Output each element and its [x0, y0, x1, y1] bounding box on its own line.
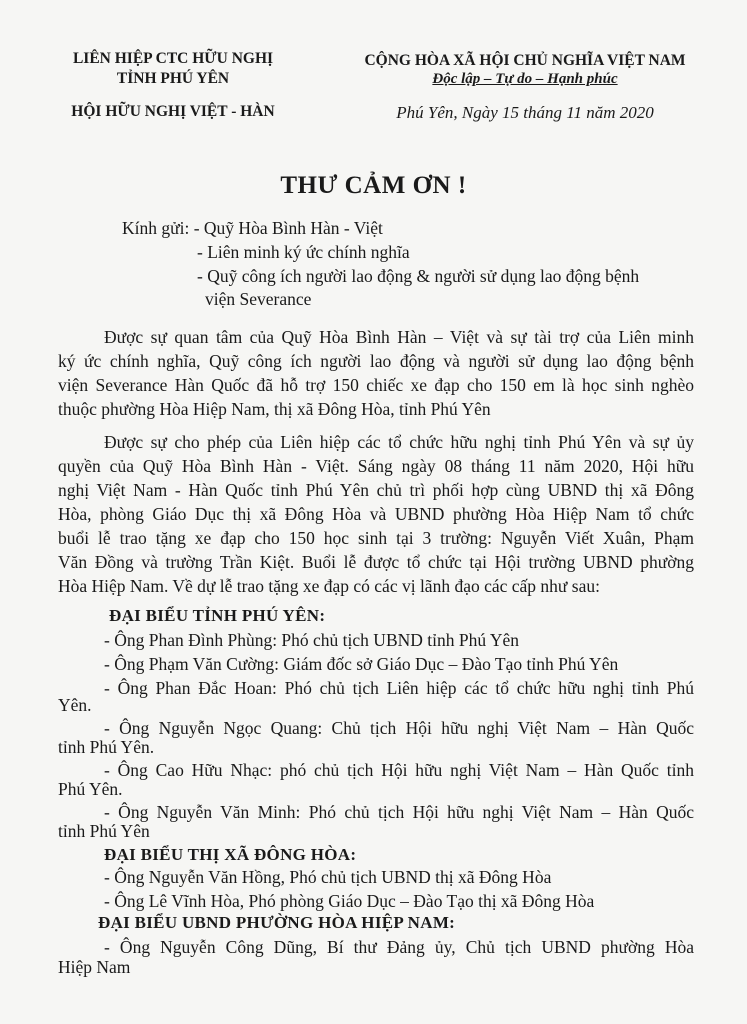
paragraph-line: quyền của Quỹ Hòa Bình Hàn - Việt. Sáng ngày 08 tháng 11 năm 2020, Hội hữu: [58, 456, 694, 476]
delegate-line-cont: Phú Yên.: [58, 779, 123, 799]
delegate-line: - Ông Cao Hữu Nhạc: phó chủ tịch Hội hữu nghị Việt Nam – Hàn Quốc tỉnh: [104, 760, 694, 780]
delegate-line-cont: Hiệp Nam: [58, 957, 131, 977]
paragraph-line: Được sự quan tâm của Quỹ Hòa Bình Hàn – Việt và sự tài trợ của Liên minh: [104, 327, 694, 347]
paragraph-line: thuộc phường Hòa Hiệp Nam, thị xã Đông Hòa, tỉnh Phú Yên: [58, 399, 491, 419]
delegate-line: - Ông Lê Vĩnh Hòa, Phó phòng Giáo Dục – Đào Tạo thị xã Đông Hòa: [104, 891, 595, 911]
document-date: Phú Yên, Ngày 15 tháng 11 năm 2020: [396, 103, 654, 122]
section-heading-ward: ĐẠI BIỂU UBND PHƯỜNG HÒA HIỆP NAM:: [98, 913, 456, 932]
delegate-line: - Ông Nguyễn Văn Hồng, Phó chủ tịch UBND thị xã Đông Hòa: [104, 867, 552, 887]
paragraph-line: buổi lễ trao tặng xe đạp cho 150 học sinh tại 3 trường: Nguyễn Viết Xuân, Phạm: [58, 528, 694, 548]
paragraph-line: Hòa Hiệp Nam. Về dự lễ trao tặng xe đạp có các vị lãnh đạo các cấp như sau:: [58, 576, 600, 596]
national-title: CỘNG HÒA XÃ HỘI CHỦ NGHĨA VIỆT NAM: [364, 52, 686, 69]
delegate-line-cont: tỉnh Phú Yên: [58, 821, 150, 841]
section-heading-town: ĐẠI BIỂU THỊ XÃ ĐÔNG HÒA:: [104, 845, 357, 864]
org-name-line3: HỘI HỮU NGHỊ VIỆT - HÀN: [71, 103, 275, 120]
paragraph-line: viện Severance Hàn Quốc đã hỗ trợ 150 chiếc xe đạp cho 150 em là học sinh nghèo: [58, 375, 694, 395]
section-heading-province: ĐẠI BIỂU TỈNH PHÚ YÊN:: [109, 606, 326, 625]
delegate-line: - Ông Nguyễn Công Dũng, Bí thư Đảng ủy, Chủ tịch UBND phường Hòa: [104, 937, 694, 957]
delegate-line: - Ông Phạm Văn Cường: Giám đốc sở Giáo Dục – Đào Tạo tỉnh Phú Yên: [104, 654, 619, 674]
delegate-line: - Ông Phan Đình Phùng: Phó chủ tịch UBND tỉnh Phú Yên: [104, 630, 519, 650]
delegate-line: - Ông Nguyễn Văn Minh: Phó chủ tịch Hội hữu nghị Việt Nam – Hàn Quốc: [104, 802, 694, 822]
delegate-line: - Ông Nguyễn Ngọc Quang: Chủ tịch Hội hữu nghị Việt Nam – Hàn Quốc: [104, 718, 694, 738]
recipient-intro: Kính gửi: - Quỹ Hòa Bình Hàn - Việt: [122, 218, 383, 238]
paragraph-line: Văn Đồng và trường Trần Kiệt. Buổi lễ được tổ chức tại Hội trường UBND phường: [58, 552, 694, 572]
paragraph-line: ký ức chính nghĩa, Quỹ công ích người lao động và người sử dụng lao động bệnh: [58, 351, 694, 371]
delegate-line-cont: tỉnh Phú Yên.: [58, 737, 155, 757]
recipient-item: - Liên minh ký ức chính nghĩa: [197, 242, 410, 262]
delegate-line-cont: Yên.: [58, 695, 92, 715]
recipient-item-cont: viện Severance: [205, 289, 312, 309]
paragraph-line: nghị Việt Nam - Hàn Quốc tỉnh Phú Yên chủ trì phối hợp cùng UBND thị xã Đông: [58, 480, 694, 500]
national-motto: Độc lập – Tự do – Hạnh phúc: [432, 71, 618, 87]
org-name-line1: LIÊN HIỆP CTC HỮU NGHỊ: [72, 50, 274, 67]
paragraph-line: Được sự cho phép của Liên hiệp các tổ chức hữu nghị tỉnh Phú Yên và sự ủy: [104, 432, 694, 452]
delegate-line: - Ông Phan Đắc Hoan: Phó chủ tịch Liên hiệp các tổ chức hữu nghị tỉnh Phú: [104, 678, 694, 698]
paragraph-line: Hòa, phòng Giáo Dục thị xã Đông Hòa và UBND phường Hòa Hiệp Nam tổ chức: [58, 504, 694, 524]
org-name-line2: TỈNH PHÚ YÊN: [116, 70, 230, 87]
recipient-item: - Quỹ công ích người lao động & người sử dụng lao động bệnh: [197, 266, 640, 286]
document-title: THƯ CẢM ƠN !: [280, 172, 467, 199]
